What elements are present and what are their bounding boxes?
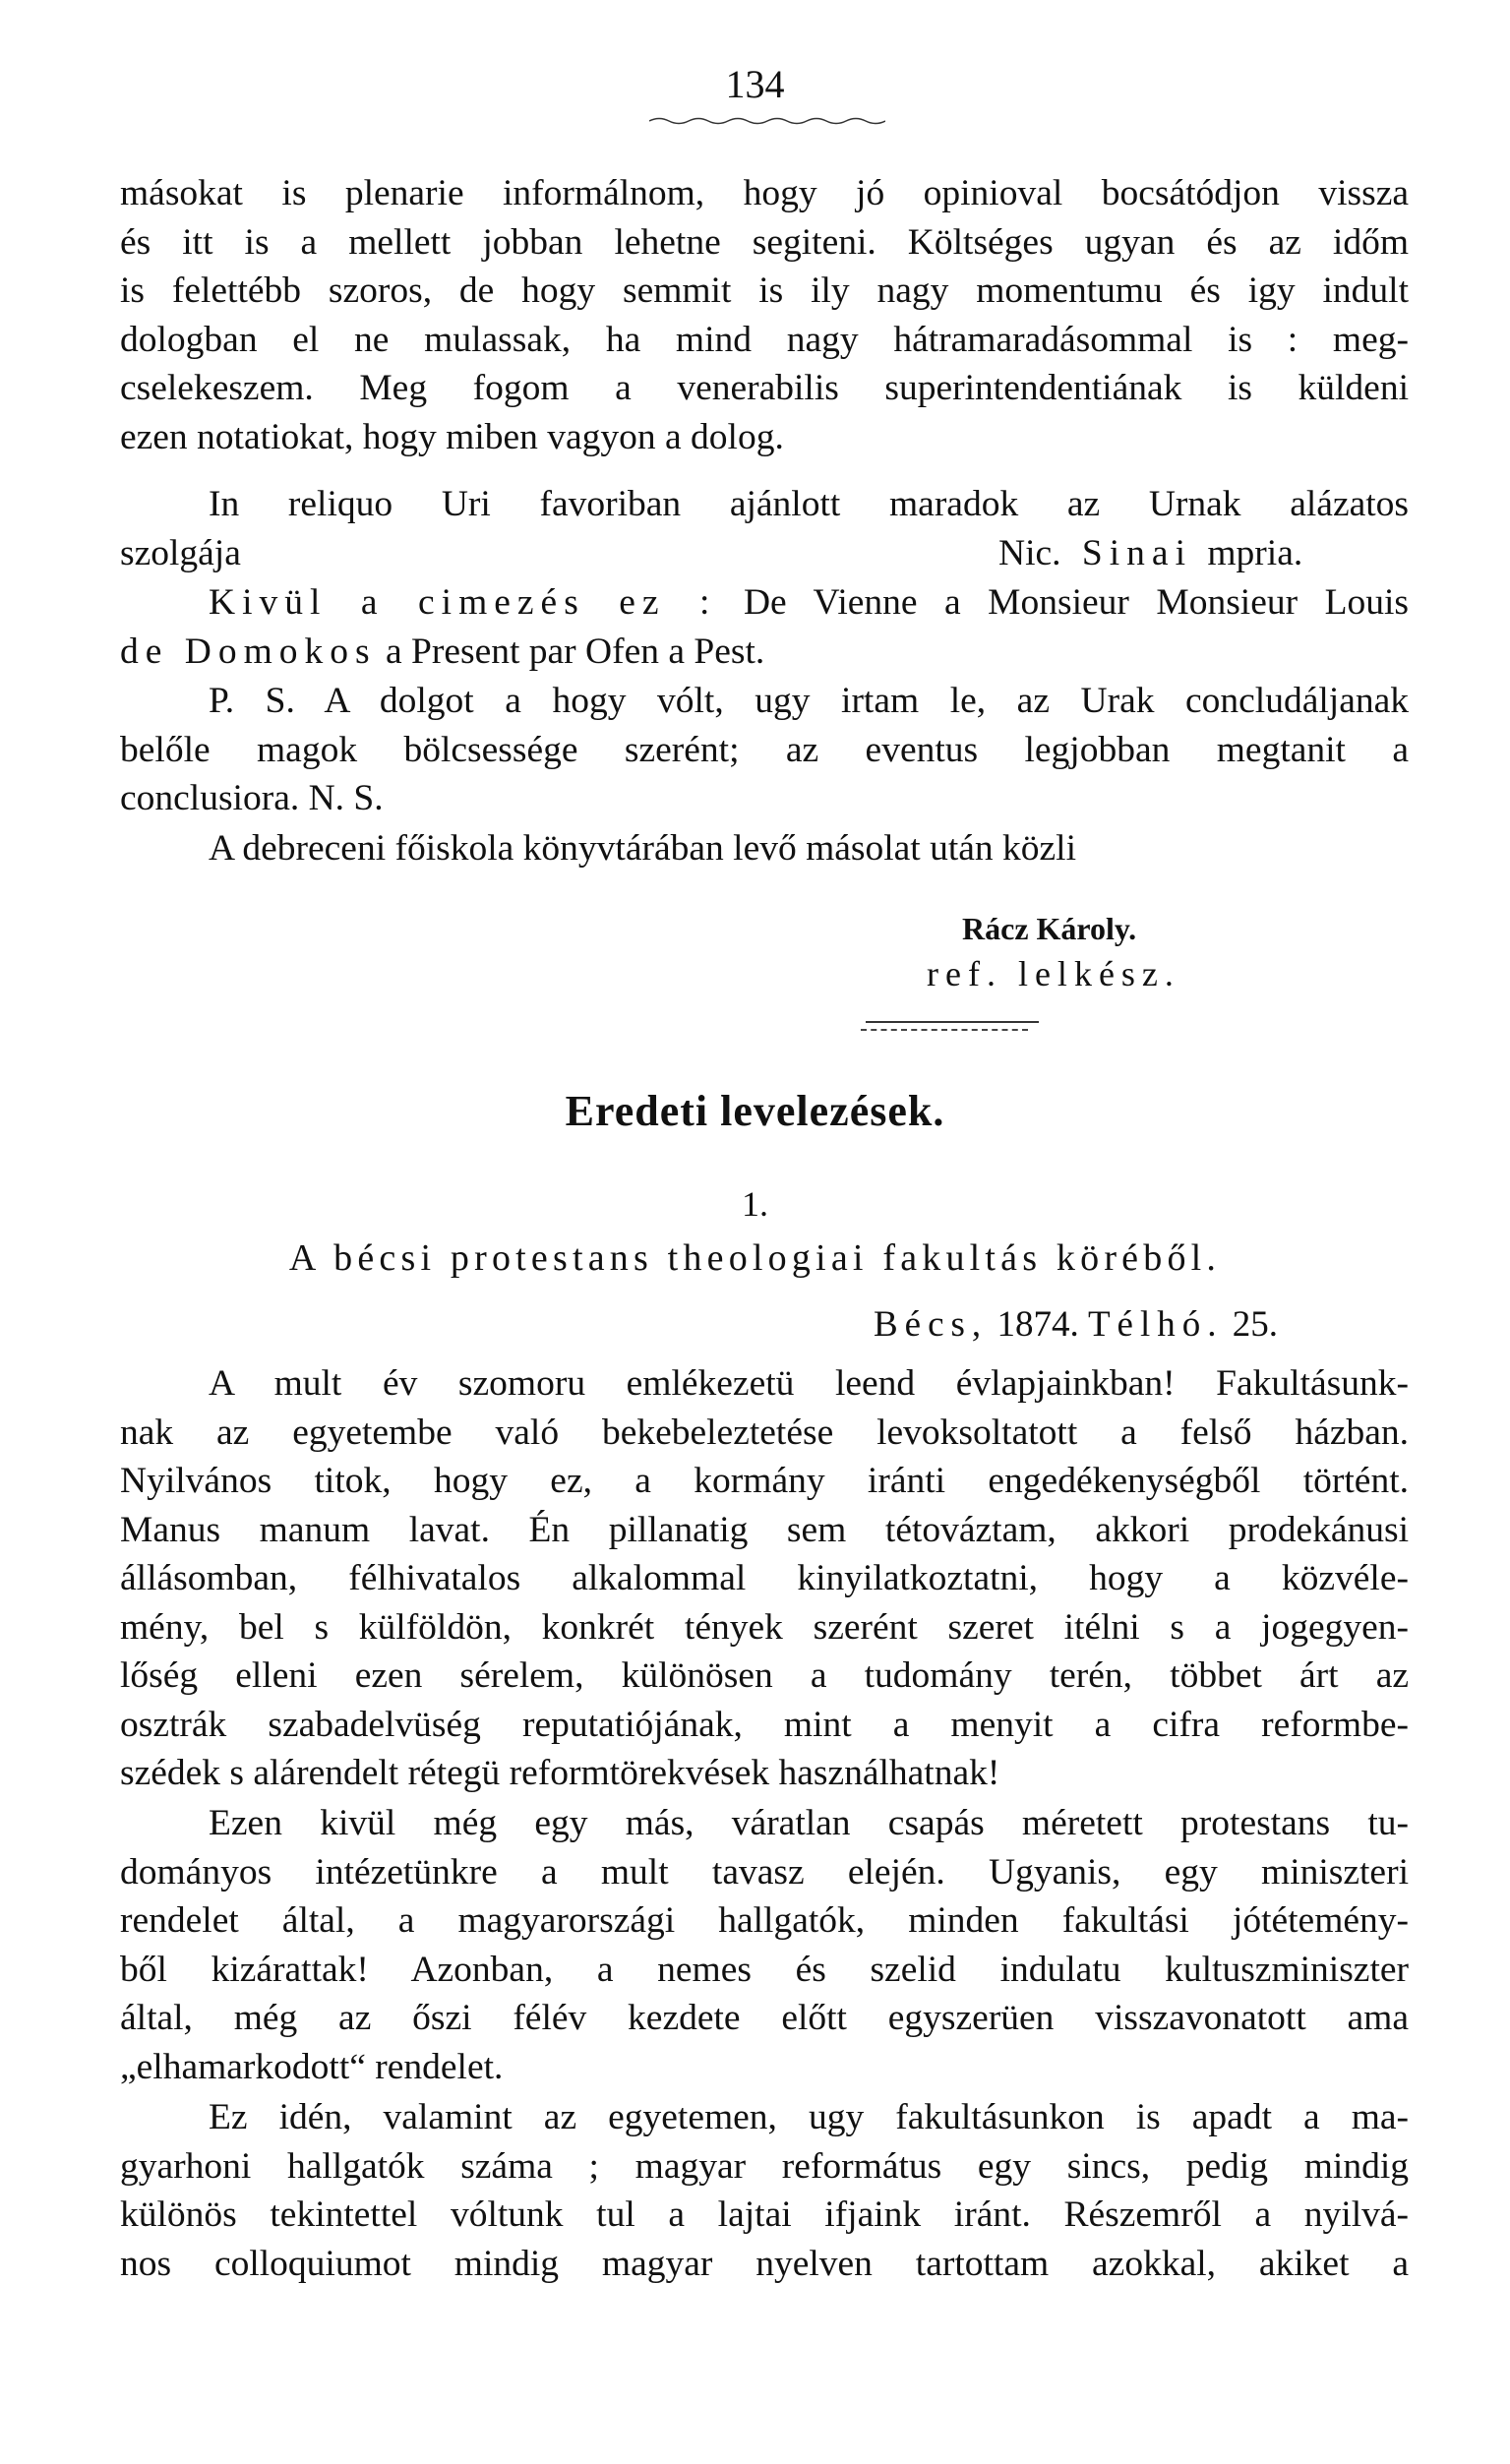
divider-rule [861, 1029, 1028, 1031]
dateline-year: 1874. [997, 1304, 1079, 1345]
dateline-month: Télhó. [1087, 1304, 1224, 1345]
text-line: gyarhoni hallgatók száma ; magyar református egy sincs, pedig mindig [120, 2145, 1409, 2187]
text-line [120, 628, 1409, 677]
text-line: „elhamarkodott“ rendelet. [120, 2046, 504, 2087]
text-line: által, még az őszi félév kezdete előtt egyszerüen visszavonatott ama [120, 1998, 1409, 2038]
text-line: Nyilvános titok, hogy ez, a kormány iránti engedékenységből történt. [120, 1461, 1409, 1501]
text-line: állásomban, félhivatalos alkalommal kinyilatkoztatni, hogy a közvéle- [120, 1558, 1409, 1598]
text-line: ből kizárattak! Azonban, a nemes és szelid indulatu kultuszminiszter [120, 1949, 1409, 1990]
postscript [120, 677, 1409, 823]
letter-paragraph-3 [120, 2093, 1409, 2288]
text-line: dologban el ne mulassak, ha mind nagy hátramaradásommal is : meg- [120, 319, 1409, 360]
source-note [120, 824, 1409, 873]
text-line: conclusiora. N. S. [120, 778, 384, 818]
text-line: különös tekintettel vóltunk tul a lajtai ifjaink iránt. Részemről a nyilvá- [120, 2194, 1409, 2235]
text-line: ezen notatiokat, hogy miben vagyon a dolog. [120, 416, 784, 457]
contributor-name: Rácz Károly. [962, 911, 1137, 946]
letter-paragraph-1 [120, 1359, 1409, 1798]
address-text: De Vienne a Monsieur Monsieur Louis [743, 582, 1409, 623]
text-line: Ezen kivül még egy más, váratlan csapás méretett protestans tu- [209, 1803, 1409, 1843]
text-line [120, 529, 1409, 578]
text-line: dományos intézetünkre a mult tavasz elején. Ugyanis, egy miniszteri [120, 1851, 1409, 1893]
dateline-place: Bécs, [874, 1304, 989, 1345]
text-line: rendelet által, a magyarországi hallgatók, minden fakultási jótétemény- [120, 1900, 1409, 1941]
text-line: P. S. A dolgot a hogy vólt, ugy irtam le, az Urak concludáljanak [209, 681, 1409, 721]
page-number: 134 [725, 62, 785, 106]
address-text: a Present par Ofen a Pest. [386, 631, 765, 672]
closing-word: szolgája [120, 532, 241, 573]
text-line: In reliquo Uri favoriban ajánlott maradok az Urnak alázatos [209, 484, 1409, 524]
address-name: de Domokos [120, 631, 377, 672]
text-line: belőle magok bölcsessége szerént; az eventus legjobban megtanit a [120, 729, 1409, 770]
decorative-wavy-rule [649, 116, 885, 126]
section-title: Eredeti levelezések. [565, 1087, 945, 1135]
text-line: is felettébb szoros, de hogy semmit is ily nagy momentumu és igy indult [120, 270, 1409, 311]
address-label: Kivül a cimezés ez : [209, 582, 717, 623]
text-line: másokat is plenarie informálnom, hogy jó opinioval bocsátódjon vissza [120, 173, 1409, 213]
signature-mpria: mpria. [1207, 532, 1303, 573]
letter-number: 1. [742, 1184, 768, 1224]
contributor-title: ref. lelkész. [927, 954, 1180, 993]
text-line: A mult év szomoru emlékezetü leend évlapjainkban! Fakultásunk- [209, 1363, 1409, 1404]
text-line: A debreceni főiskola könyvtárában levő másolat után közli [209, 828, 1077, 869]
text-line: lőség elleni ezen sérelem, különösen a tudomány terén, többet árt az [120, 1655, 1409, 1696]
dateline-day: 25. [1232, 1304, 1278, 1345]
signature-nic: Nic. Sinai mpria. [998, 532, 1303, 573]
text-line: Ez idén, valamint az egyetemen, ugy fakultásunkon is apadt a ma- [209, 2097, 1409, 2137]
text-line: Manus manum lavat. Én pillanatig sem tétováztam, akkori prodekánusi [120, 1509, 1409, 1550]
letter-dateline [874, 1300, 1278, 1350]
letter-paragraph-2 [120, 1799, 1409, 2091]
text-line: cselekeszem. Meg fogom a venerabilis superintendentiának is küldeni [120, 368, 1409, 408]
text-line: nos colloquiumot mindig magyar nyelven tartottam azokkal, akiket a [120, 2243, 1409, 2284]
address-block [120, 578, 1409, 676]
text-line: mény, bel s külföldön, konkrét tények szerént szeret itélni s a jogegyen- [120, 1606, 1409, 1648]
signature-sinai: Sinai [1081, 532, 1192, 573]
text-line [120, 578, 1409, 628]
closing-formula [120, 480, 1409, 577]
letter-title: A bécsi protestans theologiai fakultás köréből. [288, 1237, 1222, 1279]
divider-rule [866, 1021, 1039, 1023]
text-line: nak az egyetembe való bekebeleztetése levoksoltatott a felső házban. [120, 1412, 1409, 1453]
text-line: osztrák szabadelvüség reputatiójának, mint a menyit a cifra reformbe- [120, 1704, 1409, 1745]
text-line: és itt is a mellett jobban lehetne segiteni. Költséges ugyan és az időm [120, 221, 1409, 263]
text-line: szédek s alárendelt rétegü reformtörekvések használhatnak! [120, 1753, 1000, 1793]
letter-end-paragraph [120, 169, 1409, 461]
